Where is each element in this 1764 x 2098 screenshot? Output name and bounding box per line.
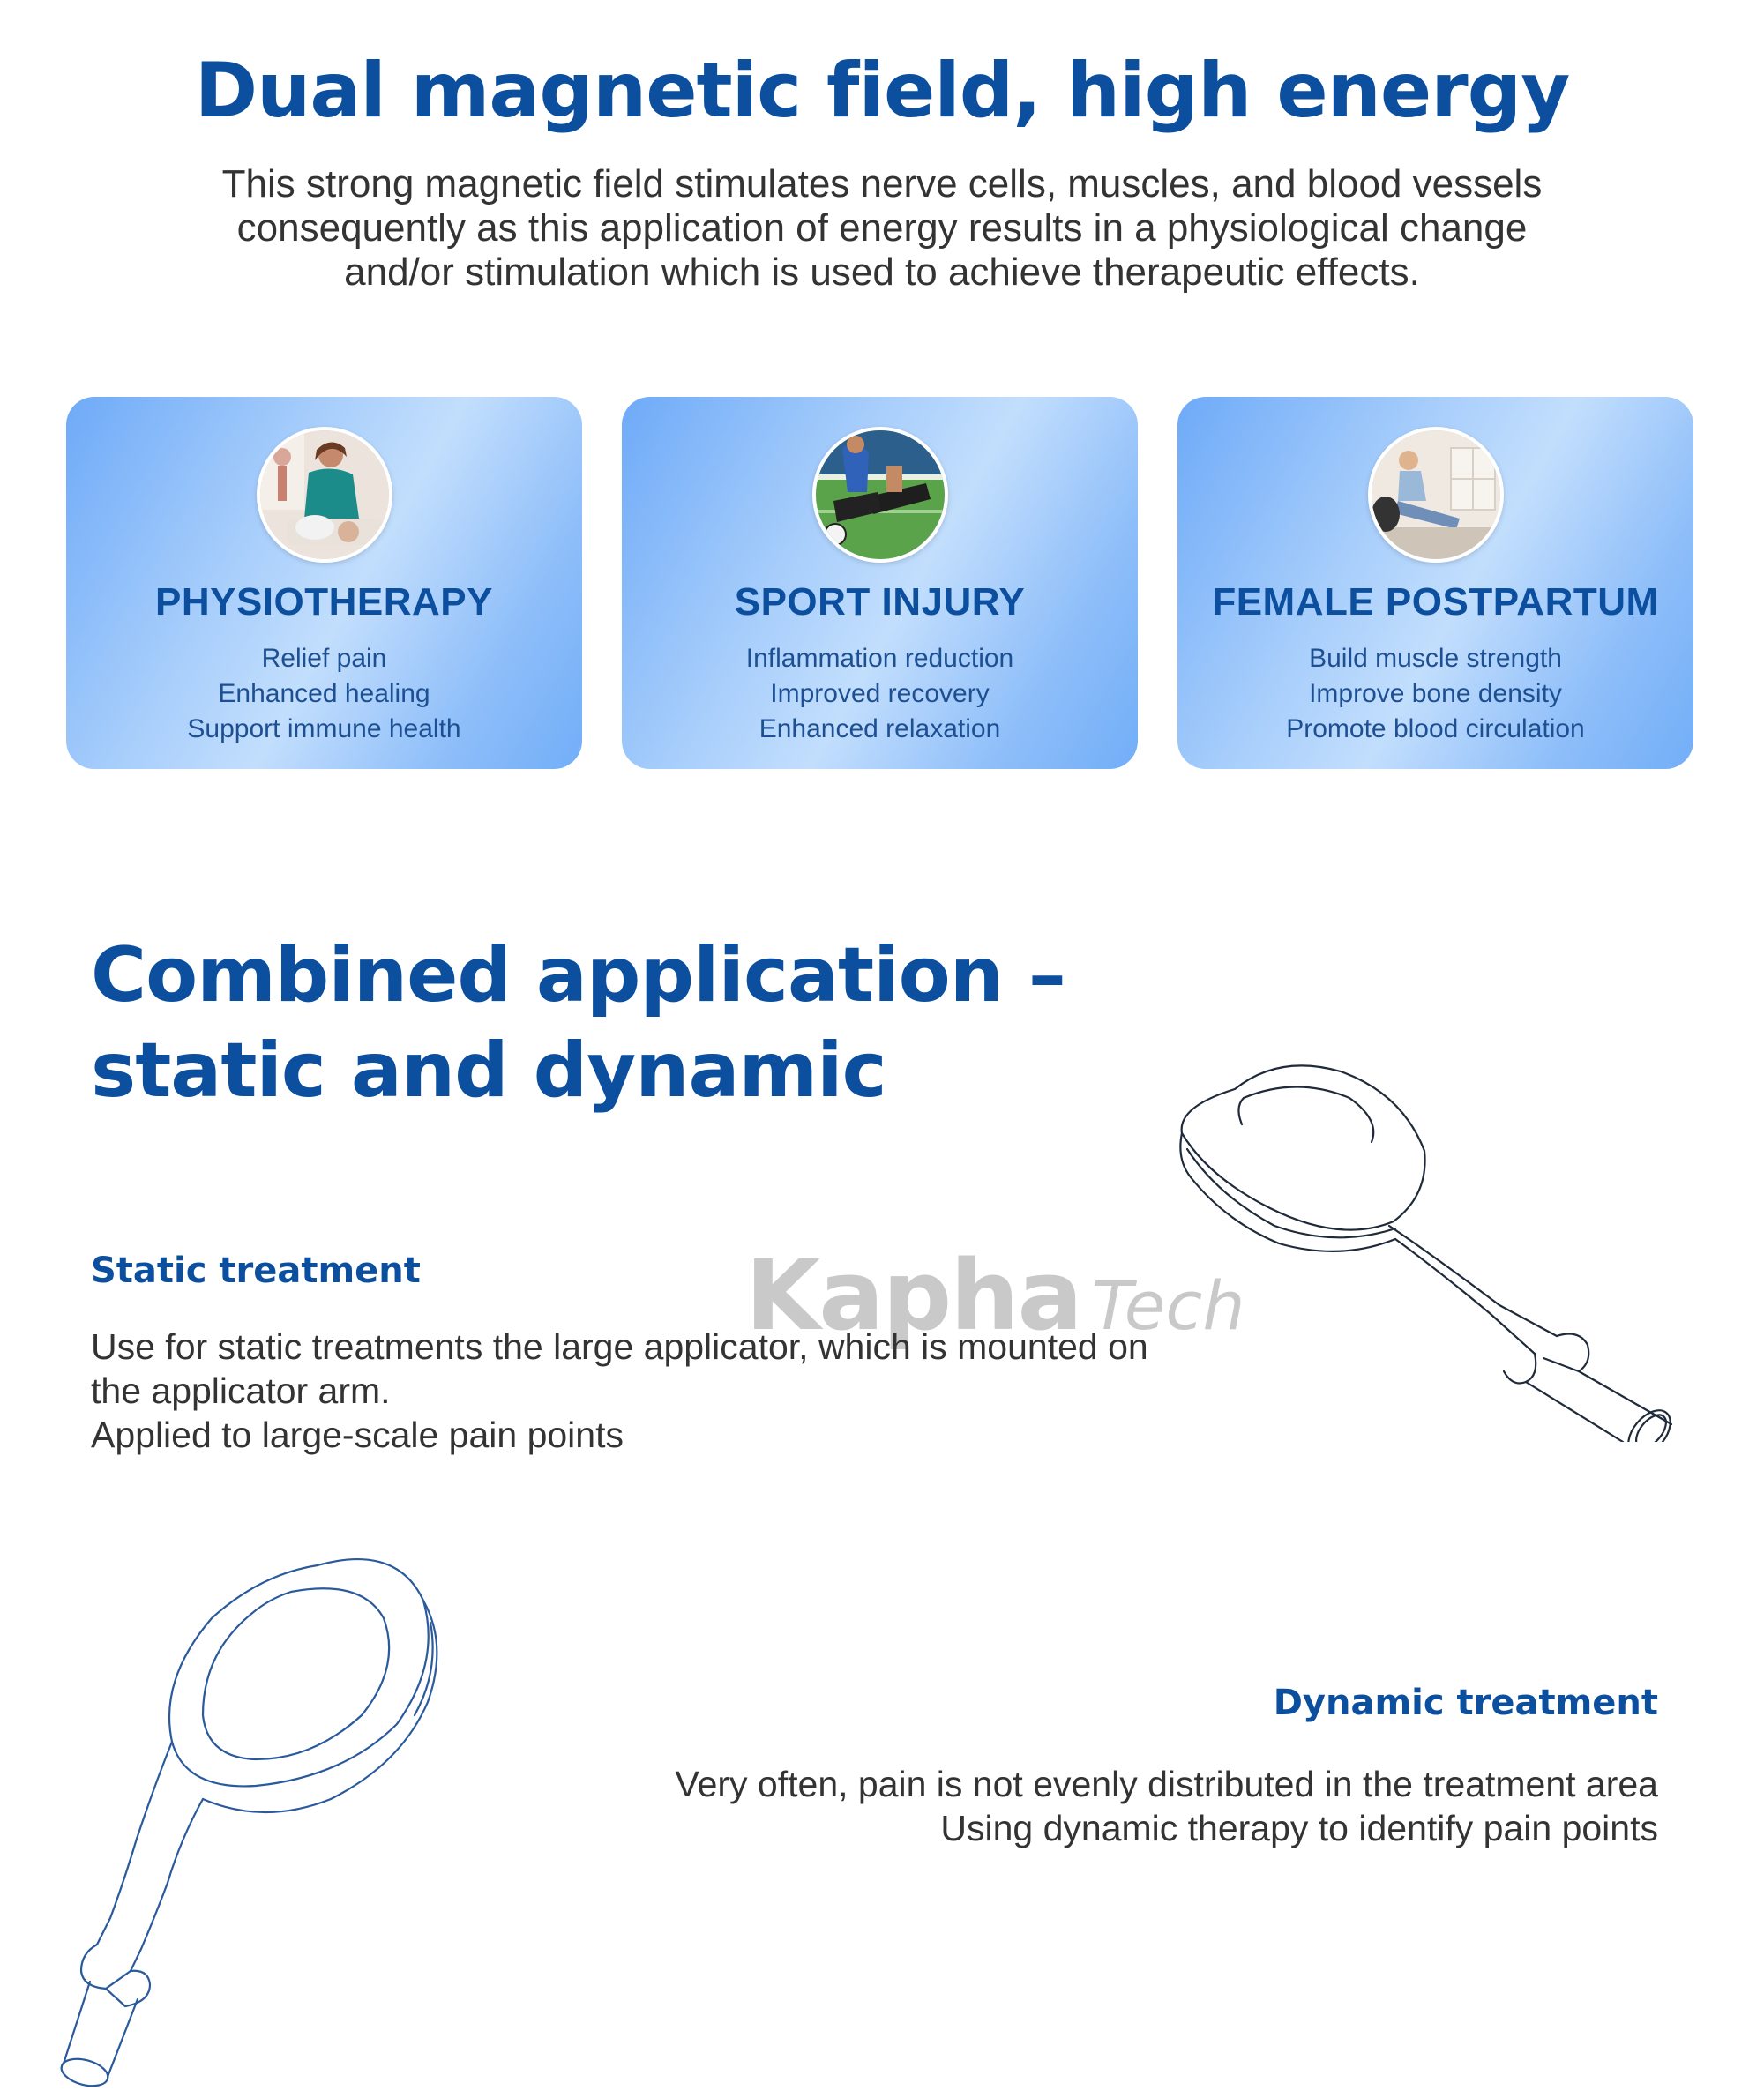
static-line-2: the applicator arm. [91,1370,391,1411]
benefit-list [1177,641,1693,747]
static-line-1: Use for static treatments the large applicator, which is mounted on [91,1326,1148,1367]
dynamic-treatment-description [388,1762,1658,1850]
card-title: PHYSIOTHERAPY [154,580,493,623]
benefit-item: Promote blood circulation [1286,714,1585,743]
benefit-list [66,641,582,747]
benefit-item: Relief pain [261,644,387,673]
page-title: Dual magnetic field, high energy [194,47,1570,135]
section-title [91,928,1237,1118]
watermark-brand: Kapha [745,1239,1081,1352]
benefit-item: Enhanced healing [218,679,430,708]
physiotherapist-photo-icon [257,427,392,563]
benefit-item: Enhanced relaxation [759,714,1001,743]
card-title: SPORT INJURY [734,580,1026,623]
static-line-3: Applied to large-scale pain points [91,1415,624,1455]
hero-description: This strong magnetic field stimulates nerve cells, muscles, and blood vessels consequently as this application of energy results in a physiological change and/or stimulation which is used to achieve therapeutic effects. [221,162,1543,294]
dynamic-line-2: Using dynamic therapy to identify pain points [940,1808,1658,1848]
card-female-postpartum [1177,397,1693,769]
benefit-item: Improved recovery [770,679,990,708]
benefit-item: Inflammation reduction [745,644,1014,673]
static-treatment-title: Static treatment [91,1251,421,1291]
watermark-suffix: Tech [1091,1266,1245,1345]
postpartum-exercise-photo-icon [1368,427,1504,563]
benefit-item: Build muscle strength [1309,644,1562,673]
card-physiotherapy [66,397,582,769]
static-treatment-description [91,1325,1370,1457]
benefit-item: Support immune health [187,714,461,743]
section-title-line2: static and dynamic [91,1027,886,1115]
dynamic-line-1: Very often, pain is not evenly distributed in the treatment area [675,1764,1658,1804]
benefit-list [622,641,1138,747]
card-title: FEMALE POSTPARTUM [1212,580,1659,623]
section-title-line1: Combined application – [91,931,1065,1019]
sport-injury-photo-icon [812,427,948,563]
benefit-item: Improve bone density [1309,679,1562,708]
dynamic-treatment-title: Dynamic treatment [1273,1683,1658,1723]
card-sport-injury [622,397,1138,769]
